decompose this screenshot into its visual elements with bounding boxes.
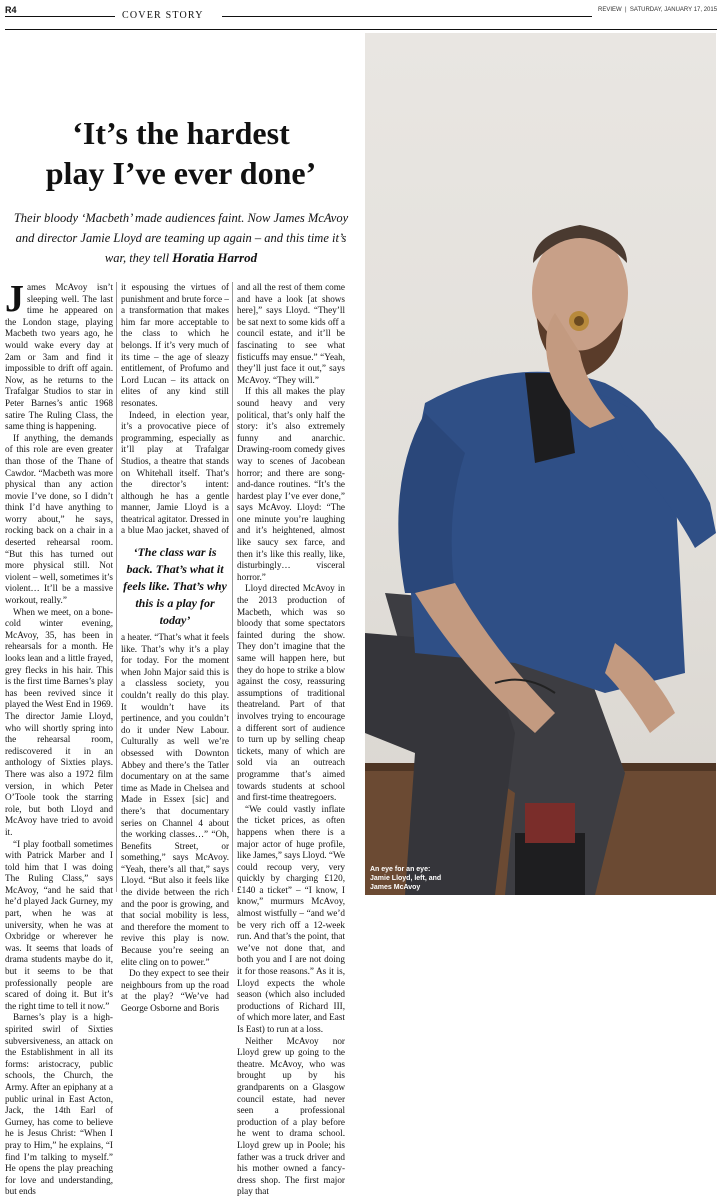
masthead-rule-left: [5, 16, 115, 17]
caption-title: An eye for an eye:: [370, 866, 431, 873]
paragraph: a heater. “That’s what it feels like. That’s why it’s a play for today. For the moment when John Major said this is a classless society, you couldn’t really do this play. It wouldn’t have its pertinence, and you couldn’t do it under New Labour. Culturally as well we’re obsessed with Downton Abbey and there’s the Tatler documentary on at the same time as Made in Chelsea and Made in Essex [sic] and there’s that documentary series on Channel 4 about the working classes…” “Oh, Benefits Street, or something,” says McAvoy. “Yeah, there’s all that,” says Lloyd. “But also it feels like the divide between the rich and the poor is growing, and that social mobility is less, and therefore the moment to revive this play is now. Because you’re seeing an elite cling on to power.”: [121, 632, 229, 967]
paragraph: Do they expect to see their neighbours from up the road at the play? “We’ve had George Osborne and Boris: [121, 968, 229, 1013]
masthead: [0, 0, 720, 30]
headline-line-2: play I’ve ever done’: [45, 155, 317, 191]
paragraph: Indeed, in election year, it’s a provocative piece of programming, especially as it’ll play at Trafalgar Studios, a theatre that stands on Whitehall itself. That’s the director’s intent: although he has a gentle manner, Jamie Lloyd is a theatrical agitator. Dressed in a blue Mao jacket, shaved of: [121, 409, 229, 536]
headline-line-1: ‘It’s the hardest: [72, 115, 290, 151]
drop-cap: J: [5, 278, 24, 320]
paragraph: and all the rest of them come and have a look [at shows here],” says Lloyd. “They’ll be sat next to some kids off a council estate, and it’ll be fascinating to see what fisticuffs may ensue.” “Yeah, they’ll just face it out,” says McAvoy. “They will.”: [237, 282, 345, 385]
masthead-rule-right: [222, 16, 592, 17]
paragraph: it espousing the virtues of punishment and brute force – a transformation that makes him far more acceptable to the class to which he belongs. If it’s very much of its time – the age of sleazy entitlement, of Profumo and Lord Lucan – its attack on elites of any kind still resonates.: [121, 282, 229, 408]
body-column-1: [5, 278, 113, 1197]
photo-caption: [370, 865, 460, 892]
masthead-divider: [5, 29, 717, 30]
body-column-2-bottom: [121, 632, 229, 1015]
section-label: COVER STORY: [122, 10, 204, 21]
standfirst: [12, 208, 350, 268]
publication-name: REVIEW: [598, 7, 622, 13]
pull-quote: ‘The class war is back. That’s what it feels like. That’s why this is a play for today’: [123, 545, 227, 627]
page-number: R4: [5, 5, 17, 15]
body-column-3: [237, 282, 345, 1197]
paragraph: Neither McAvoy nor Lloyd grew up going to the theatre. McAvoy, who was brought up by his grandparents on a Glasgow council estate, had never seen a professional production of a play before he went to drama school. Lloyd grew up in Poole; his father was a truck driver and his mother owned a fancy-dress shop. The first major play that: [237, 1035, 345, 1197]
paragraph: “I play football sometimes with Patrick Marber and I told him that I was doing The Ruling Class,” says McAvoy, “and he said that he’d played Jack Gurney, my part, when he was at university, when he was at Oxbridge or wherever he was. It seems that loads of drama students maybe do it, but it seems to be that professionally people are scared of doing it. But it’s the right time to tell it now.”: [5, 838, 113, 1011]
caption-text: Jamie Lloyd, left, and James McAvoy: [370, 875, 442, 891]
paragraph: ames McAvoy isn’t sleeping well. The last time he appeared on the London stage, playing Macbeth two years ago, he would wake every day at 2am or 3am and find it impossible to drift off again. Now, as he returns to the Trafalgar Studios to star in Peter Barnes’s antic 1968 satire The Ruling Class, the same thing is happening.: [5, 282, 113, 432]
portrait-photo: [365, 33, 716, 895]
column-rule: [232, 282, 233, 892]
headline: [2, 113, 360, 193]
publication-date: SATURDAY, JANUARY 17, 2015: [629, 7, 718, 13]
paragraph: If this all makes the play sound heavy and very political, that’s only half the story: it’s also extremely funny and anarchic. Drawing-room comedy gives way to scenes of Jacobean horror; and there are song-and-dance routines. “It’s the hardest play I’ve ever done,” says McAvoy. Lloyd: “The one minute you’re laughing and it’s heightened, almost like saucy sex farce, and then it’s like this really, like, disturbingly… visceral horror.”: [237, 386, 345, 582]
column-rule: [116, 282, 117, 892]
byline: Horatia Harrod: [172, 250, 258, 265]
paragraph: “We could vastly inflate the ticket prices, as often happens when there is a major actor of huge profile, like James,” says Lloyd. “We could recoup very, very quickly by charging £120, £140 a ticket” – “I know, I know,” murmurs McAvoy, almost wistfully – “and we’d be very rich off a 12-week run. And that’s the point, that we’ve not done that, and both you and I are not doing it for those reasons.” As it is, Lloyd expects the whole season (which also included productions of Richard III, of which more later, and East Is East) to run at a loss.: [237, 803, 345, 1034]
paragraph: Lloyd directed McAvoy in the 2013 production of Macbeth, which was so bloody that some spectators fainted during the show. They don’t imagine that the same will happen here, but they do hope to strike a blow against the cosy, reassuring assumptions of traditional theatreland. Part of that involves trying to encourage a different sort of audience to turn up by selling cheap tickets, many of which are sold via an outreach programme that’s aimed towards students at school and first-time theatregoers.: [237, 583, 345, 803]
body-column-2-top: [121, 282, 229, 537]
portrait-illustration: [365, 33, 716, 895]
standfirst-text: Their bloody ‘Macbeth’ made audiences faint. Now James McAvoy and director Jamie Lloyd are teaming up again – and this time it’s war, they tell: [13, 211, 349, 265]
paragraph: Barnes’s play is a high-spirited swirl of Sixties subversiveness, an attack on the Establishment in all its forms: aristocracy, public schools, the Church, the Army. After an epiphany at a public urinal in East Acton, Jack, the 14th Earl of Gurney, has come to believe he is Jesus Christ: “When I pray to Him,” he explains, “I find I’m talking to myself.” He opens the play preaching for love and understanding, but ends: [5, 1012, 113, 1197]
publication-info: REVIEW | SATURDAY, JANUARY 17, 2015: [598, 7, 718, 13]
paragraph: When we meet, on a bone-cold winter evening, McAvoy, 35, has been in rehearsals for a month. He looks lean and a little frayed, grey flecks in his hair. This is the first time Barnes’s play has been revived since it played the West End in 1969. The director Jamie Lloyd, who will shortly spring into the rehearsal room, rediscovered it in an anthology of Sixties plays. There was also a 1972 film version, in which Peter O’Toole took the starring role, but both Lloyd and McAvoy have tried to avoid it.: [5, 606, 113, 837]
paragraph: If anything, the demands of this role are even greater than those of the Thane of Cawdor. “Macbeth was more physical than any action movie I’ve done, so I didn’t think I’d have anything to worry about,” he says, rocking back on a chair in a deserted rehearsal room. “But this has turned out more physical still. Not violent – well, sometimes it’s violent… It’ll be a massive workout, really.”: [5, 432, 113, 606]
